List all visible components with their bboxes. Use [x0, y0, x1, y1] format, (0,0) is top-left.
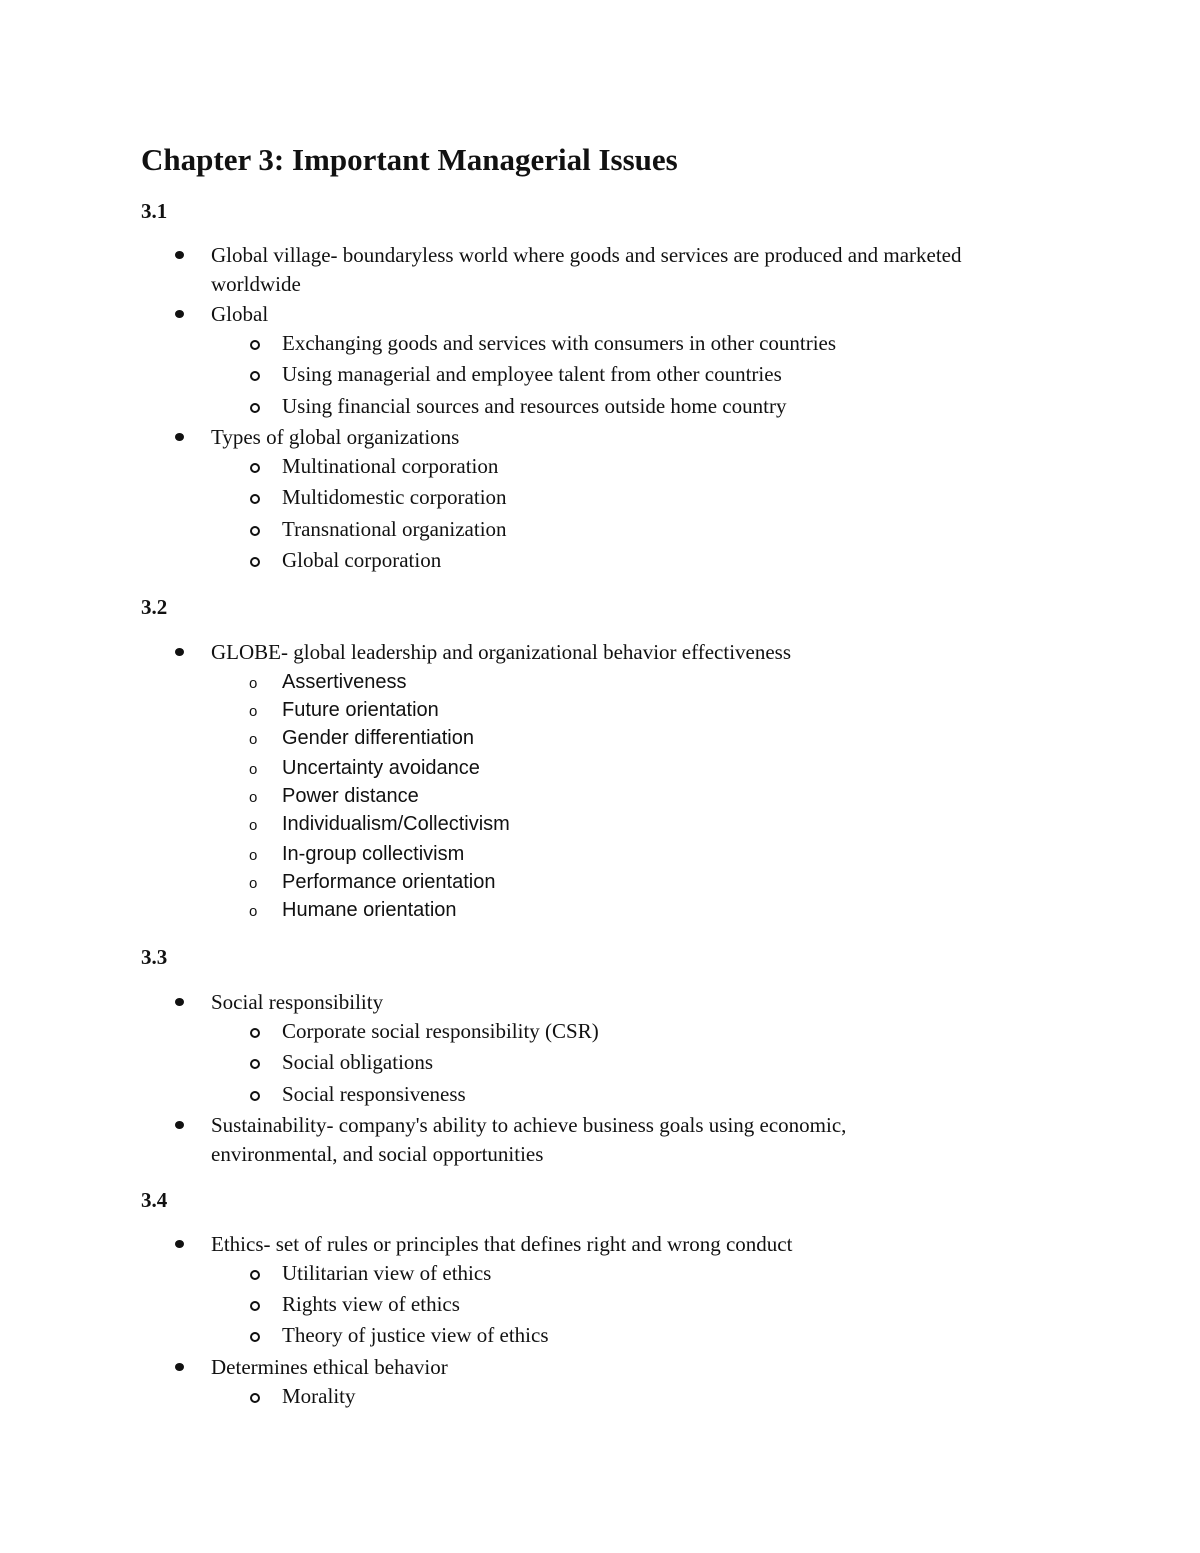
page-title: Chapter 3: Important Managerial Issues: [141, 142, 678, 177]
list-item-continuation: environmental, and social opportunities: [211, 1142, 544, 1166]
bullet-icon: [175, 1121, 184, 1129]
sub-list-item: Uncertainty avoidance: [282, 757, 480, 779]
bullet-icon: [175, 310, 184, 318]
bullet-icon: [175, 998, 184, 1006]
section-heading-3-1: 3.1: [141, 199, 168, 223]
sub-list-item: Morality: [282, 1384, 356, 1408]
sub-bullet-icon: [250, 1332, 260, 1342]
sub-list-item: Power distance: [282, 785, 419, 807]
sub-bullet-icon: [250, 526, 260, 536]
sub-bullet-icon: [250, 1028, 260, 1038]
bullet-icon: [175, 1363, 184, 1371]
sub-list-item: Humane orientation: [282, 899, 457, 921]
sub-list-item: Using managerial and employee talent from other countries: [282, 362, 782, 386]
sub-list-item: Individualism/Collectivism: [282, 813, 510, 835]
sub-bullet-icon: o: [249, 903, 258, 920]
bullet-icon: [175, 433, 184, 441]
sub-bullet-icon: [250, 1270, 260, 1280]
sub-list-item: Gender differentiation: [282, 727, 474, 749]
sub-bullet-icon: [250, 1301, 260, 1311]
sub-bullet-icon: o: [249, 817, 258, 834]
sub-list-item: Rights view of ethics: [282, 1292, 460, 1316]
section-heading-3-4: 3.4: [141, 1188, 168, 1212]
sub-bullet-icon: o: [249, 703, 258, 720]
bullet-icon: [175, 1240, 184, 1248]
sub-bullet-icon: [250, 403, 260, 413]
list-item-continuation: worldwide: [211, 272, 301, 296]
section-heading-3-2: 3.2: [141, 595, 168, 619]
sub-bullet-icon: o: [249, 875, 258, 892]
sub-list-item: Social obligations: [282, 1050, 434, 1074]
sub-list-item: Social responsiveness: [282, 1082, 466, 1106]
list-item: Determines ethical behavior: [211, 1355, 448, 1379]
sub-bullet-icon: [250, 340, 260, 350]
sub-list-item: Corporate social responsibility (CSR): [282, 1019, 599, 1043]
bullet-icon: [175, 251, 184, 259]
sub-list-item: In-group collectivism: [282, 843, 465, 865]
sub-list-item: Global corporation: [282, 548, 442, 572]
list-item: Global village- boundaryless world where goods and services are produced and marketed: [211, 243, 962, 267]
sub-bullet-icon: [250, 463, 260, 473]
list-item: Sustainability- company's ability to achieve business goals using economic,: [211, 1113, 847, 1137]
sub-bullet-icon: [250, 494, 260, 504]
sub-bullet-icon: [250, 1091, 260, 1101]
sub-list-item: Assertiveness: [282, 671, 407, 693]
sub-list-item: Transnational organization: [282, 517, 507, 541]
list-item: Types of global organizations: [211, 425, 460, 449]
list-item: Global: [211, 302, 269, 326]
sub-bullet-icon: o: [249, 761, 258, 778]
sub-list-item: Performance orientation: [282, 871, 496, 893]
sub-list-item: Future orientation: [282, 699, 439, 721]
bullet-icon: [175, 648, 184, 656]
sub-bullet-icon: o: [249, 731, 258, 748]
sub-list-item: Using financial sources and resources outside home country: [282, 394, 787, 418]
sub-bullet-icon: [250, 1059, 260, 1069]
sub-list-item: Exchanging goods and services with consumers in other countries: [282, 331, 837, 355]
sub-bullet-icon: o: [249, 847, 258, 864]
sub-bullet-icon: [250, 557, 260, 567]
sub-list-item: Utilitarian view of ethics: [282, 1261, 492, 1285]
list-item: GLOBE- global leadership and organizational behavior effectiveness: [211, 640, 792, 664]
sub-list-item: Multinational corporation: [282, 454, 499, 478]
sub-bullet-icon: [250, 1393, 260, 1403]
sub-bullet-icon: [250, 371, 260, 381]
sub-list-item: Multidomestic corporation: [282, 485, 507, 509]
section-heading-3-3: 3.3: [141, 945, 168, 969]
sub-bullet-icon: o: [249, 675, 258, 692]
list-item: Ethics- set of rules or principles that defines right and wrong conduct: [211, 1232, 793, 1256]
sub-bullet-icon: o: [249, 789, 258, 806]
sub-list-item: Theory of justice view of ethics: [282, 1323, 549, 1347]
list-item: Social responsibility: [211, 990, 384, 1014]
